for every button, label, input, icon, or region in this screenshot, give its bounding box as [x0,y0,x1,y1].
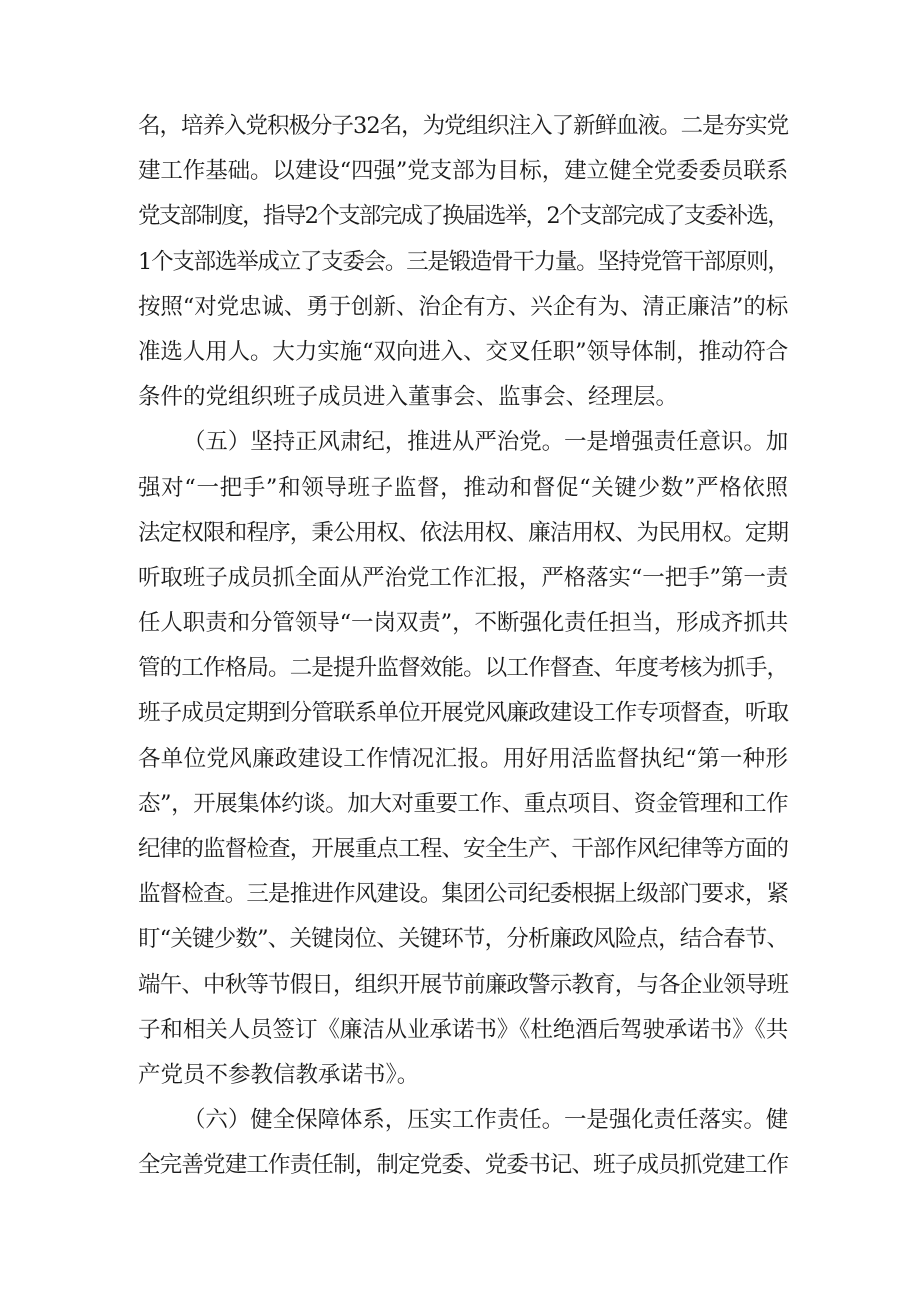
text-line: 名，培养入党积极分子32名，为党组织注入了新鲜血液。二是夯实党 [138,113,789,139]
text-line: 端午、中秋等节假日，组织开展节前廉政警示教育，与各企业领导班 [138,971,788,998]
text-line: 法定权限和程序，秉公用权、依法用权、廉洁用权、为民用权。定期 [138,519,788,546]
text-line: 监督检查。三是推进作风建设。集团公司纪委根据上级部门要求，紧 [138,881,788,908]
text-line: 任人职责和分管领导“一岗双责”，不断强化责任担当，形成齐抓共 [138,610,788,637]
text-line: 1个支部选举成立了支委会。三是锻造骨干力量。坚持党管干部原则， [138,248,789,275]
text-line: 态”，开展集体约谈。加大对重要工作、重点项目、资金管理和工作 [138,790,788,817]
text-line: 管的工作格局。二是提升监督效能。以工作督查、年度考核为抓手， [138,655,788,682]
text-line: 党支部制度，指导2个支部完成了换届选举，2个支部完成了支委补选， [138,203,788,230]
text-line: 班子成员定期到分管联系单位开展党风廉政建设工作专项督查，听取 [138,700,788,727]
body-text [138,104,788,1189]
text-line: 盯“关键少数”、关键岗位、关键环节，分析廉政风险点，结合春节、 [138,926,788,953]
text-line: 纪律的监督检查，开展重点工程、安全生产、干部作风纪律等方面的 [138,836,788,862]
text-line: 子和相关人员签订《廉洁从业承诺书》《杜绝酒后驾驶承诺书》《共 [138,1016,788,1043]
text-line: 产党员不参教信教承诺书》。 [138,1061,420,1088]
text-line: 听取班子成员抓全面从严治党工作汇报，严格落实“一把手”第一责 [138,564,788,591]
text-line: 按照“对党忠诚、勇于创新、治企有方、兴企有为、清正廉洁”的标 [138,293,788,320]
section-heading-line: （六）健全保障体系，压实工作责任。一是强化责任落实。健 [183,1107,788,1134]
text-line: 各单位党风廉政建设工作情况汇报。用好用活监督执纪“第一种形 [138,745,788,772]
text-line: 全完善党建工作责任制，制定党委、党委书记、班子成员抓党建工作 [138,1152,788,1179]
text-line: 条件的党组织班子成员进入董事会、监事会、经理层。 [138,384,679,411]
text-line: 准选人用人。大力实施“双向进入、交叉任职”领导体制，推动符合 [138,338,788,365]
text-line: 强对“一把手”和领导班子监督，推动和督促“关键少数”严格依照 [138,474,788,501]
section-heading-line: （五）坚持正风肃纪，推进从严治党。一是增强责任意识。加 [183,429,788,456]
text-line: 建工作基础。以建设“四强”党支部为目标，建立健全党委委员联系 [138,158,788,185]
